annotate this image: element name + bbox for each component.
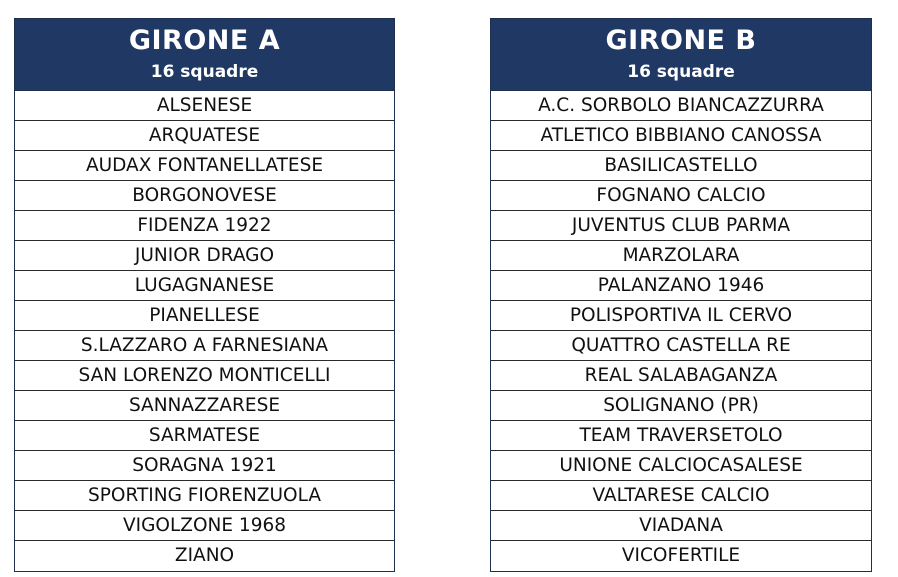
team-row: POLISPORTIVA IL CERVO <box>491 301 871 331</box>
team-row: A.C. SORBOLO BIANCAZZURRA <box>491 91 871 121</box>
team-row: SANNAZZARESE <box>15 391 394 421</box>
team-row: SORAGNA 1921 <box>15 451 394 481</box>
group-b-header <box>491 19 871 91</box>
group-a-team-list <box>15 91 394 571</box>
team-row: VICOFERTILE <box>621 545 741 566</box>
team-row: PALANZANO 1946 <box>491 271 871 301</box>
team-row: ARQUATESE <box>15 121 394 151</box>
team-row: LUGAGNANESE <box>15 271 394 301</box>
team-row: ALSENESE <box>15 91 394 121</box>
team-row: TEAM TRAVERSETOLO <box>491 421 871 451</box>
team-row: BASILICASTELLO <box>491 151 871 181</box>
team-row: MARZOLARA <box>491 241 871 271</box>
team-row: ATLETICO BIBBIANO CANOSSA <box>491 121 871 151</box>
team-row: SAN LORENZO MONTICELLI <box>15 361 394 391</box>
team-row: S.LAZZARO A FARNESIANA <box>15 331 394 361</box>
team-row: AUDAX FONTANELLATESE <box>15 151 394 181</box>
group-b-team-list <box>491 91 871 571</box>
team-row: ZIANO <box>174 545 235 566</box>
group-b-title: GIRONE B <box>605 25 757 56</box>
team-row: SPORTING FIORENZUOLA <box>15 481 394 511</box>
team-row: PIANELLESE <box>15 301 394 331</box>
group-a-subtitle: 16 squadre <box>150 62 259 82</box>
team-row: FOGNANO CALCIO <box>491 181 871 211</box>
team-row: BORGONOVESE <box>15 181 394 211</box>
team-row: SOLIGNANO (PR) <box>491 391 871 421</box>
team-row: REAL SALABAGANZA <box>491 361 871 391</box>
group-b-table <box>490 18 872 572</box>
team-row: VALTARESE CALCIO <box>491 481 871 511</box>
team-row: UNIONE CALCIOCASALESE <box>491 451 871 481</box>
team-row: JUNIOR DRAGO <box>15 241 394 271</box>
group-b-subtitle: 16 squadre <box>627 62 735 82</box>
group-a-header <box>15 19 394 91</box>
group-a-table <box>14 18 395 572</box>
group-a-title: GIRONE A <box>128 25 281 56</box>
team-row: SARMATESE <box>15 421 394 451</box>
team-row: FIDENZA 1922 <box>15 211 394 241</box>
team-row: VIADANA <box>491 511 871 541</box>
team-row: VIGOLZONE 1968 <box>15 511 394 541</box>
team-row: QUATTRO CASTELLA RE <box>491 331 871 361</box>
team-row: JUVENTUS CLUB PARMA <box>491 211 871 241</box>
